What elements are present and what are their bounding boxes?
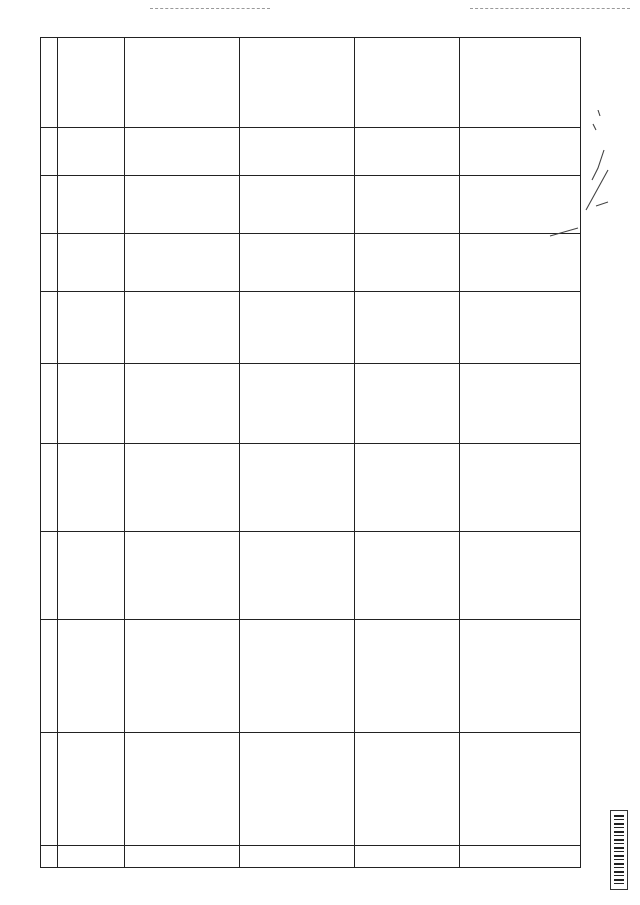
column-header <box>41 732 58 845</box>
cell-coexecutor <box>58 531 125 619</box>
row-name <box>355 732 460 845</box>
cell-coexecutor <box>355 531 460 619</box>
cell-year-2 <box>58 233 125 291</box>
cell-year-1 <box>58 291 125 363</box>
row-name <box>460 732 581 845</box>
column-header <box>41 845 58 867</box>
cell-result <box>125 37 240 127</box>
cell-year-2 <box>355 233 460 291</box>
cell-total <box>58 363 125 443</box>
cell-coexecutor <box>460 531 581 619</box>
cell-total <box>460 363 581 443</box>
cell-result <box>355 37 460 127</box>
table-row <box>58 37 125 867</box>
cell-year-3 <box>58 175 125 233</box>
scan-noise-top <box>470 8 630 10</box>
column-header <box>41 531 58 619</box>
cell-year-3 <box>355 175 460 233</box>
row-number <box>355 845 460 867</box>
cell-total <box>125 363 240 443</box>
column-header <box>41 619 58 732</box>
column-header <box>41 175 58 233</box>
cell-year-4 <box>355 127 460 175</box>
cell-coexecutor <box>125 531 240 619</box>
handwritten-marks <box>538 110 618 240</box>
row-name <box>125 732 240 845</box>
column-header <box>41 291 58 363</box>
cell-year-1 <box>125 291 240 363</box>
cell-executor <box>240 619 355 732</box>
rotated-table-wrapper <box>40 38 600 868</box>
cell-executor <box>355 619 460 732</box>
cell-year-4 <box>58 127 125 175</box>
cell-source <box>355 443 460 531</box>
row-number <box>460 845 581 867</box>
plan-table <box>40 37 581 868</box>
cell-year-2 <box>240 233 355 291</box>
cell-coexecutor <box>240 531 355 619</box>
cell-result <box>240 37 355 127</box>
row-name <box>58 732 125 845</box>
cell-year-1 <box>355 291 460 363</box>
row-name <box>240 732 355 845</box>
cell-year-2 <box>125 233 240 291</box>
row-number <box>58 845 125 867</box>
barcode-stamp <box>610 810 628 890</box>
cell-year-1 <box>460 291 581 363</box>
row-number <box>240 845 355 867</box>
barcode-bars <box>614 815 624 885</box>
column-header <box>41 363 58 443</box>
column-header <box>41 127 58 175</box>
column-header <box>41 37 58 127</box>
cell-source <box>240 443 355 531</box>
column-header <box>41 443 58 531</box>
cell-source <box>58 443 125 531</box>
cell-executor <box>58 619 125 732</box>
row-number <box>125 845 240 867</box>
cell-total <box>240 363 355 443</box>
cell-year-3 <box>240 175 355 233</box>
cell-executor <box>460 619 581 732</box>
cell-year-2 <box>460 233 581 291</box>
cell-result <box>58 37 125 127</box>
table-row <box>355 37 460 867</box>
cell-year-1 <box>240 291 355 363</box>
cell-year-3 <box>125 175 240 233</box>
scan-noise-top <box>150 8 270 10</box>
table-row <box>240 37 355 867</box>
cell-executor <box>125 619 240 732</box>
table-row <box>125 37 240 867</box>
cell-year-4 <box>240 127 355 175</box>
table-header-row <box>41 37 58 867</box>
column-header <box>41 233 58 291</box>
cell-year-4 <box>125 127 240 175</box>
cell-source <box>460 443 581 531</box>
cell-total <box>355 363 460 443</box>
cell-source <box>125 443 240 531</box>
